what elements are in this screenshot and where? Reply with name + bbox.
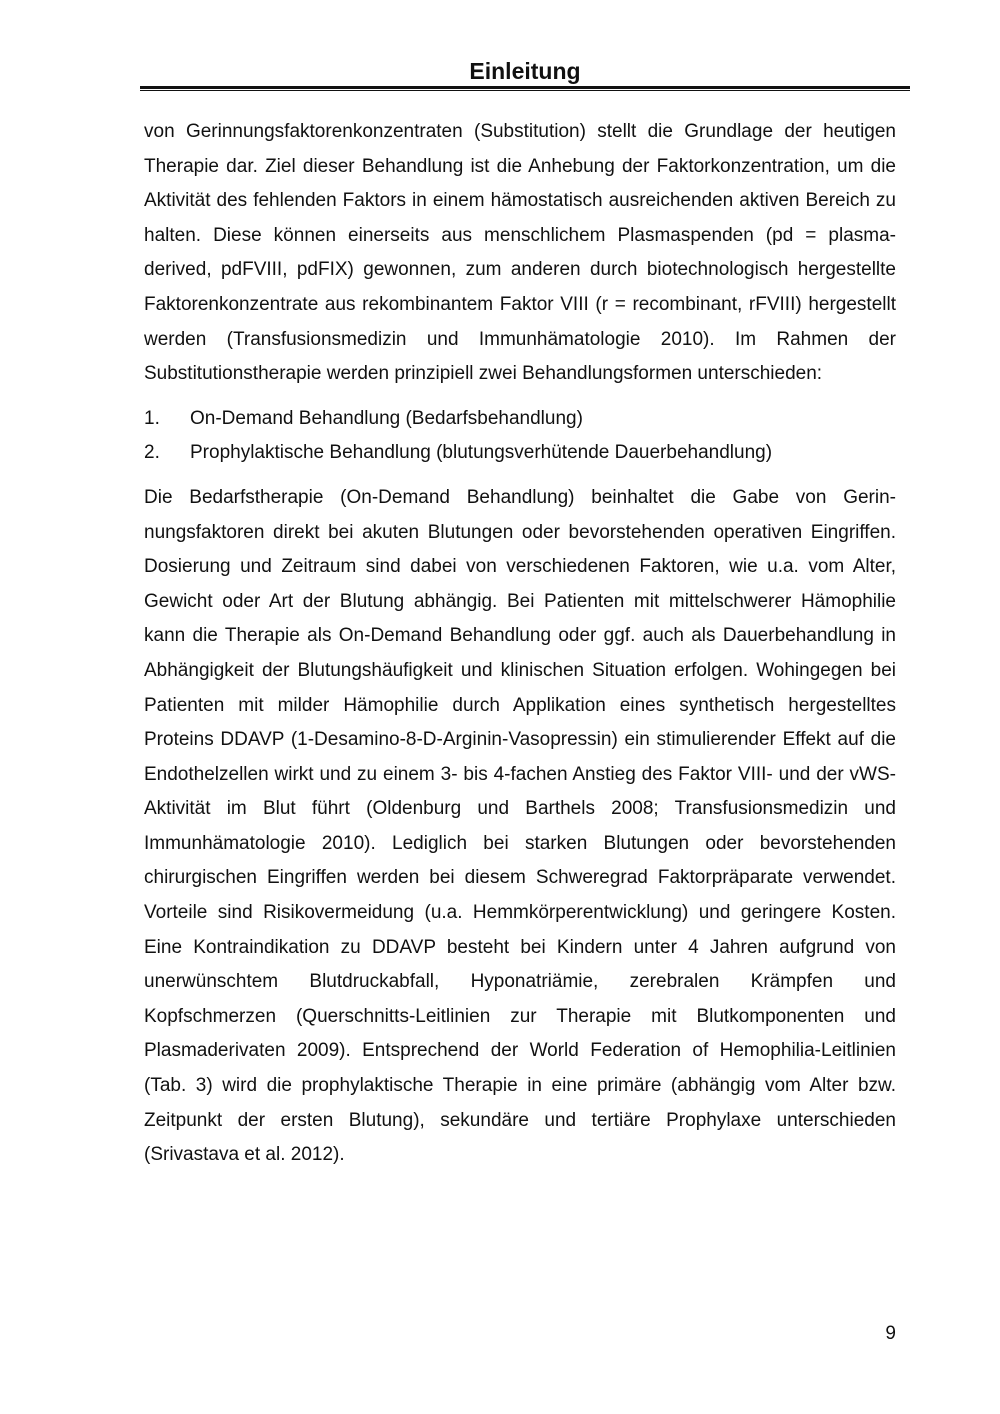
list-item-text: Prophylaktische Behandlung (blutungsverhütende Dauerbehandlung) (190, 442, 773, 464)
list-item-number: 1. (144, 407, 160, 429)
list-item (144, 436, 896, 471)
header-rule-thick (140, 86, 910, 89)
list-item-text: On-Demand Behandlung (Bedarfsbehandlung) (190, 407, 583, 429)
treatment-forms-list (144, 402, 896, 471)
page-header (140, 56, 910, 86)
header-rule-thin (140, 90, 910, 91)
page-number: 9 (885, 1323, 896, 1344)
list-item (144, 402, 896, 437)
paragraph-1: von Gerinnungsfaktorenkonzentraten (Substitution) stellt die Grundlage der heutigen Therapie dar. Ziel dieser Behandlung ist die Anhebung der Faktorkonzentration, um die Aktivität des fehlenden Faktors in einem hämostatisch ausreichenden aktiven Bereich zu halten. Diese können einerseits aus menschlichem Plasmaspenden (pd = plasma-derived, pdFVIII, pdFIX) gewonnen, zum anderen durch biotechnologisch hergestellte Faktorenkonzentrate aus rekombinantem Faktor VIII (r = recombinant, rFVIII) hergestellt werden (Transfusionsmedizin und Immunhämatologie 2010). Im Rahmen der Substitutionstherapie werden prinzipiell zwei Behandlungsformen unterschieden: (144, 121, 896, 385)
paragraph-2: Die Bedarfstherapie (On-Demand Behandlung) beinhaltet die Gabe von Gerinnungsfaktoren direkt bei akuten Blutungen oder bevorstehenden operativen Eingriffen. Dosierung und Zeitraum sind dabei von verschiedenen Faktoren, wie u.a. vom Alter, Gewicht oder Art der Blutung abhängig. Bei Patienten mit mittelschwerer Hämophilie kann die Therapie als On-Demand Behandlung oder ggf. auch als Dauerbehandlung in Abhängigkeit der Blutungshäufigkeit und klinischen Situation erfolgen. Wohingegen bei Patienten mit milder Hämophilie durch Applikation eines synthetisch hergestelltes Proteins DDAVP (1-Desamino-8-D-Arginin-Vasopressin) ein stimulierender Effekt auf die Endothelzellen wirkt und zu einem 3- bis 4-fachen Anstieg des Faktor VIII- und der vWS-Aktivität im Blut führt (Oldenburg und Barthels 2008; Transfusionsmedizin und Immunhämatologie 2010). Lediglich bei starken Blutungen oder bevorstehenden chirurgischen Eingriffen werden bei diesem Schweregrad Faktorpräparate verwendet. Vorteile sind Risikovermeidung (u.a. Hemmkörperentwicklung) und geringere Kosten. Eine Kontraindikation zu DDAVP besteht bei Kindern unter 4 Jahren aufgrund von unerwünschtem Blutdruckabfall, Hyponatriämie, zerebralen Krämpfen und Kopfschmerzen (Querschnitts-Leitlinien zur Therapie mit Blutkomponenten und Plasmaderivaten 2009). Entsprechend der World Federation of Hemophilia-Leitlinien (Tab. 3) wird die prophylaktische Therapie in eine primäre (abhängig vom Alter bzw. Zeitpunkt der ersten Blutung), sekundäre und tertiäre Prophylaxe unterschieden (Srivastava et al. 2012). (144, 486, 896, 1166)
list-item-number: 2. (144, 442, 160, 464)
section-title: Einleitung (469, 58, 581, 84)
body-text (144, 115, 896, 1173)
